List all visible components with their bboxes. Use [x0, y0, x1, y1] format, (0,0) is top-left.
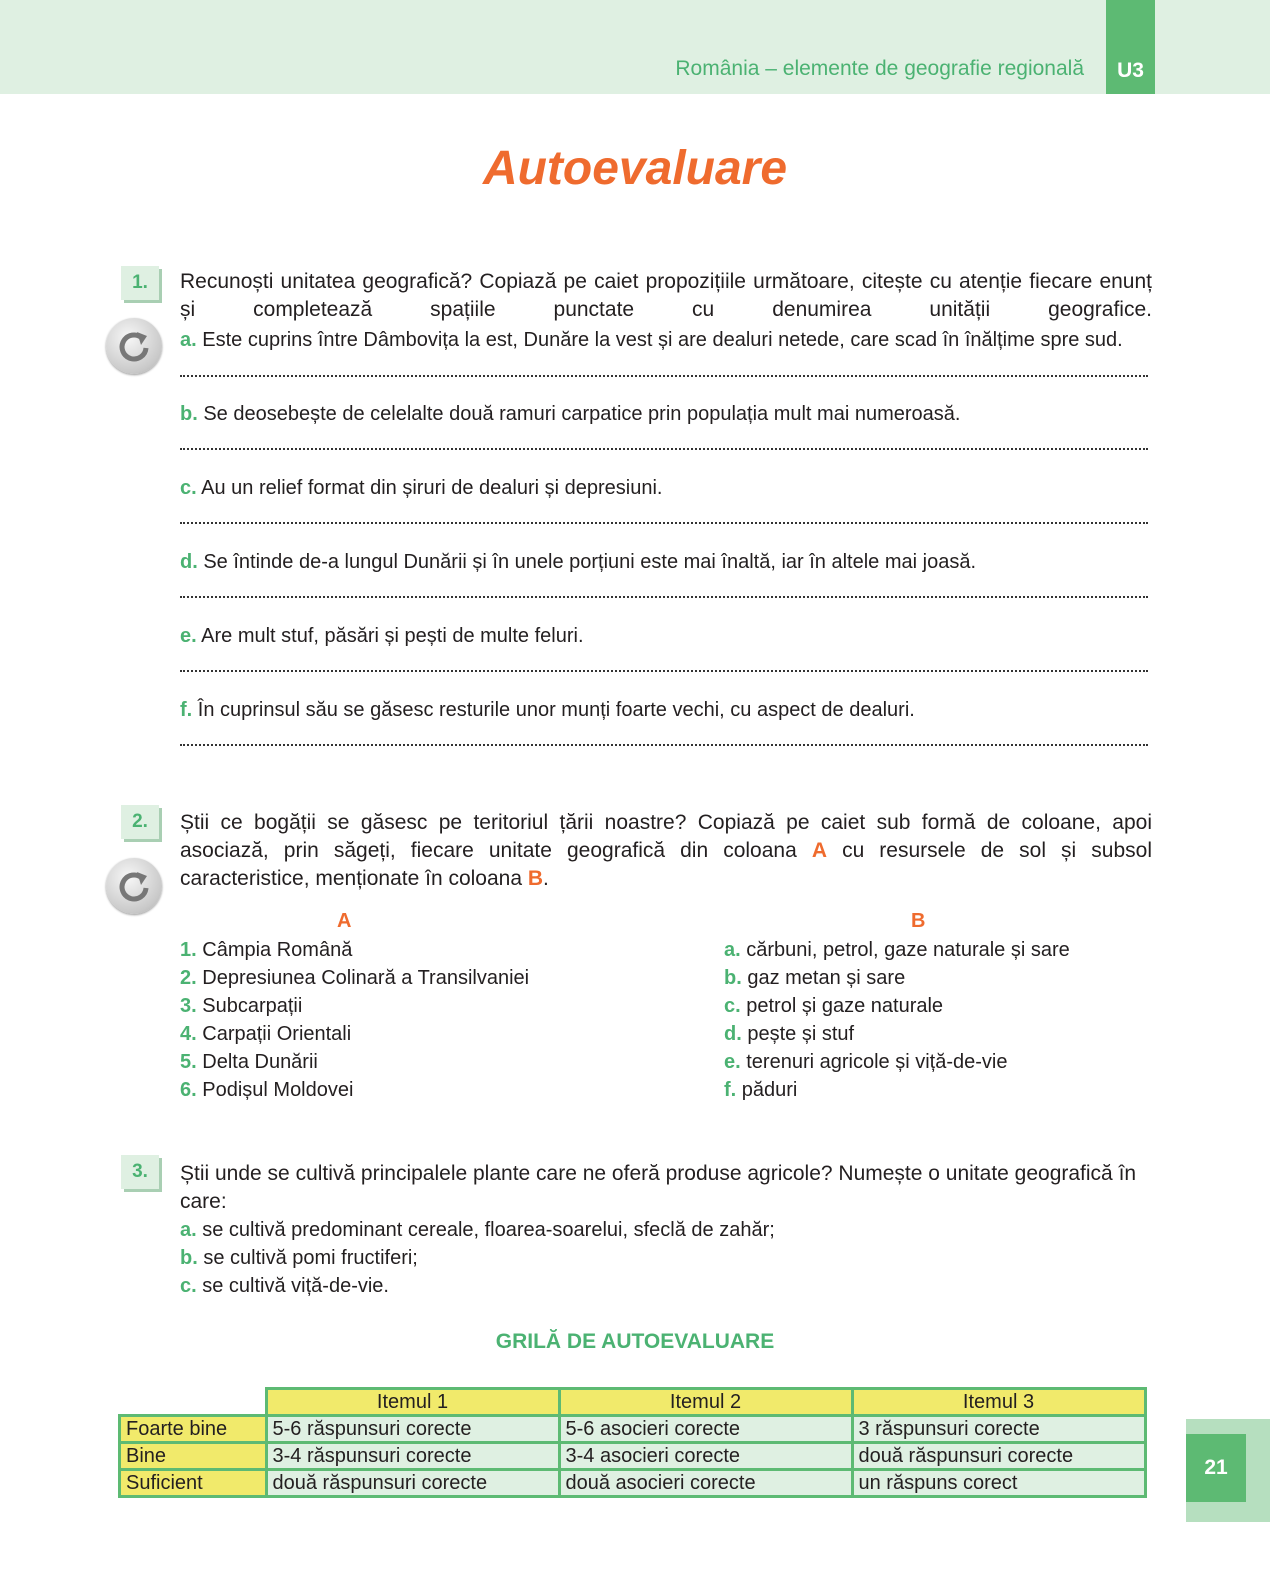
grila-cell: 3-4 răspunsuri corecte: [266, 1443, 559, 1470]
answer-line: [180, 744, 1148, 746]
item-label: 4.: [180, 1023, 197, 1045]
item-label: b.: [724, 967, 742, 989]
page-number-tab: [1186, 1419, 1270, 1522]
grila-header-row: [120, 1389, 1146, 1416]
grila-cell: două răspunsuri corecte: [852, 1443, 1145, 1470]
item-label: 2.: [180, 967, 197, 989]
item-label: b.: [180, 1247, 198, 1269]
item-text: Au un relief format din șiruri de dealuri și depresiuni.: [201, 477, 663, 499]
item-text: petrol și gaze naturale: [746, 995, 944, 1017]
column-b-item: [724, 1020, 1070, 1048]
question-2-text-part1: Știi ce bogății se găsesc pe teritoriul țării noastre? Copiază pe caiet sub formă de coloane, apoi asociază, prin săgeți, fiecare unitate geografică din coloana: [180, 811, 1152, 862]
item-text: terenuri agricole și viță-de-vie: [746, 1051, 1008, 1073]
item-label: c.: [724, 995, 741, 1017]
grila-level: Bine: [120, 1443, 267, 1470]
item-label: 3.: [180, 995, 197, 1017]
grila-level: Suficient: [120, 1470, 267, 1497]
retry-icon: [106, 858, 162, 914]
column-a-item: [180, 936, 529, 964]
column-a-ref: A: [811, 839, 827, 862]
item-label: d.: [724, 1023, 742, 1045]
item-text: Se întinde de-a lungul Dunării și în unele porțiuni este mai înaltă, iar în altele mai joasă.: [203, 551, 977, 573]
item-label: a.: [180, 329, 197, 351]
grila-cell: două asocieri corecte: [559, 1470, 852, 1497]
question-1-item-b: [180, 400, 1152, 428]
question-2-text: [180, 809, 1152, 893]
grila-row: [120, 1470, 1146, 1497]
grila-table: [118, 1387, 1147, 1498]
question-3-item-b: [180, 1244, 1152, 1272]
grila-level: Foarte bine: [120, 1416, 267, 1443]
grila-cell: 3-4 asocieri corecte: [559, 1443, 852, 1470]
item-label: 1.: [180, 939, 197, 961]
question-2-text-end: .: [543, 867, 549, 890]
question-3-badge: 3.: [121, 1155, 159, 1189]
answer-line: [180, 670, 1148, 672]
question-1-item-d: [180, 548, 1152, 576]
item-label: f.: [724, 1079, 737, 1101]
column-a-title: A: [337, 910, 352, 932]
item-text: se cultivă viță-de-vie.: [202, 1275, 389, 1297]
column-a-item: [180, 992, 529, 1020]
grila-header: Itemul 1: [266, 1389, 559, 1416]
question-3-text: Știi unde se cultivă principalele plante care ne oferă produse agricole? Numește o unitate geografică în care:: [180, 1162, 1137, 1213]
page-number: 21: [1186, 1434, 1246, 1502]
column-a-item: [180, 1020, 529, 1048]
question-1-item-c: [180, 474, 1152, 502]
column-b-item: [724, 1076, 1070, 1104]
item-text: Delta Dunării: [202, 1051, 318, 1073]
question-1-item-a: [180, 326, 1152, 354]
item-label: 5.: [180, 1051, 197, 1073]
column-b-ref: B: [527, 867, 544, 890]
item-text: Se deosebește de celelalte două ramuri carpatice prin populația mult mai numeroasă.: [203, 403, 961, 425]
grila-cell: 5-6 asocieri corecte: [559, 1416, 852, 1443]
question-1-item-e: [180, 622, 1152, 650]
question-2-text-part2: cu resursele de sol și subsol caracteristice, menționate în coloana: [180, 839, 1152, 890]
grila-cell: un răspuns corect: [852, 1470, 1145, 1497]
column-a-list: [180, 936, 529, 1104]
grila-corner: [120, 1389, 267, 1416]
column-b-item: [724, 936, 1070, 964]
answer-line: [180, 522, 1148, 524]
column-b-item: [724, 964, 1070, 992]
column-b-item: [724, 1048, 1070, 1076]
item-text: Depresiunea Colinară a Transilvaniei: [202, 967, 530, 989]
item-label: f.: [180, 699, 193, 721]
answer-line: [180, 448, 1148, 450]
item-label: a.: [724, 939, 741, 961]
question-3-item-c: [180, 1272, 1152, 1300]
item-text: Are mult stuf, păsări și pești de multe feluri.: [201, 625, 584, 647]
item-label: a.: [180, 1219, 197, 1241]
item-label: b.: [180, 403, 198, 425]
item-text: cărbuni, petrol, gaze naturale și sare: [746, 939, 1070, 961]
item-text: păduri: [741, 1079, 798, 1101]
grila-cell: 5-6 răspunsuri corecte: [266, 1416, 559, 1443]
grila-header: Itemul 2: [559, 1389, 852, 1416]
grila-row: [120, 1416, 1146, 1443]
answer-line: [180, 375, 1148, 377]
grila-header: Itemul 3: [852, 1389, 1145, 1416]
grila-cell: două răspunsuri corecte: [266, 1470, 559, 1497]
item-text: pește și stuf: [747, 1023, 855, 1045]
column-a-item: [180, 964, 529, 992]
item-text: se cultivă pomi fructiferi;: [203, 1247, 418, 1269]
item-text: Câmpia Română: [202, 939, 353, 961]
question-2-badge: 2.: [121, 805, 159, 839]
question-1-text: Recunoști unitatea geografică? Copiază pe caiet propozițiile următoare, citește cu atenție fiecare enunț și completează spațiile punctate cu denumirea unității geografice.: [180, 270, 1152, 321]
item-label: c.: [180, 477, 197, 499]
column-a-item: [180, 1076, 529, 1104]
item-text: În cuprinsul său se găsesc resturile unor munți foarte vechi, cu aspect de dealuri.: [197, 699, 915, 721]
grila-cell: 3 răspunsuri corecte: [852, 1416, 1145, 1443]
column-b-item: [724, 992, 1070, 1020]
item-text: Este cuprins între Dâmbovița la est, Dunăre la vest și are dealuri netede, care scad în înălțime spre sud.: [202, 329, 1123, 351]
item-label: e.: [724, 1051, 741, 1073]
column-a-item: [180, 1048, 529, 1076]
item-label: e.: [180, 625, 197, 647]
column-b-title: B: [911, 910, 926, 932]
item-label: c.: [180, 1275, 197, 1297]
item-text: gaz metan și sare: [747, 967, 906, 989]
item-text: Podișul Moldovei: [202, 1079, 354, 1101]
unit-tab: U3: [1106, 0, 1155, 94]
grila-title: GRILĂ DE AUTOEVALUARE: [495, 1330, 775, 1353]
item-label: d.: [180, 551, 198, 573]
grila-row: [120, 1443, 1146, 1470]
question-1-item-f: [180, 696, 1152, 724]
question-1-badge: 1.: [121, 266, 159, 300]
item-text: se cultivă predominant cereale, floarea-soarelui, sfeclă de zahăr;: [202, 1219, 775, 1241]
retry-icon: [106, 318, 162, 374]
column-b-list: [724, 936, 1070, 1104]
header-title: România – elemente de geografie regională: [675, 57, 1084, 80]
item-label: 6.: [180, 1079, 197, 1101]
question-3-item-a: [180, 1216, 1152, 1244]
answer-line: [180, 596, 1148, 598]
item-text: Subcarpații: [202, 995, 303, 1017]
item-text: Carpații Orientali: [202, 1023, 352, 1045]
page-title: Autoevaluare: [482, 142, 788, 195]
